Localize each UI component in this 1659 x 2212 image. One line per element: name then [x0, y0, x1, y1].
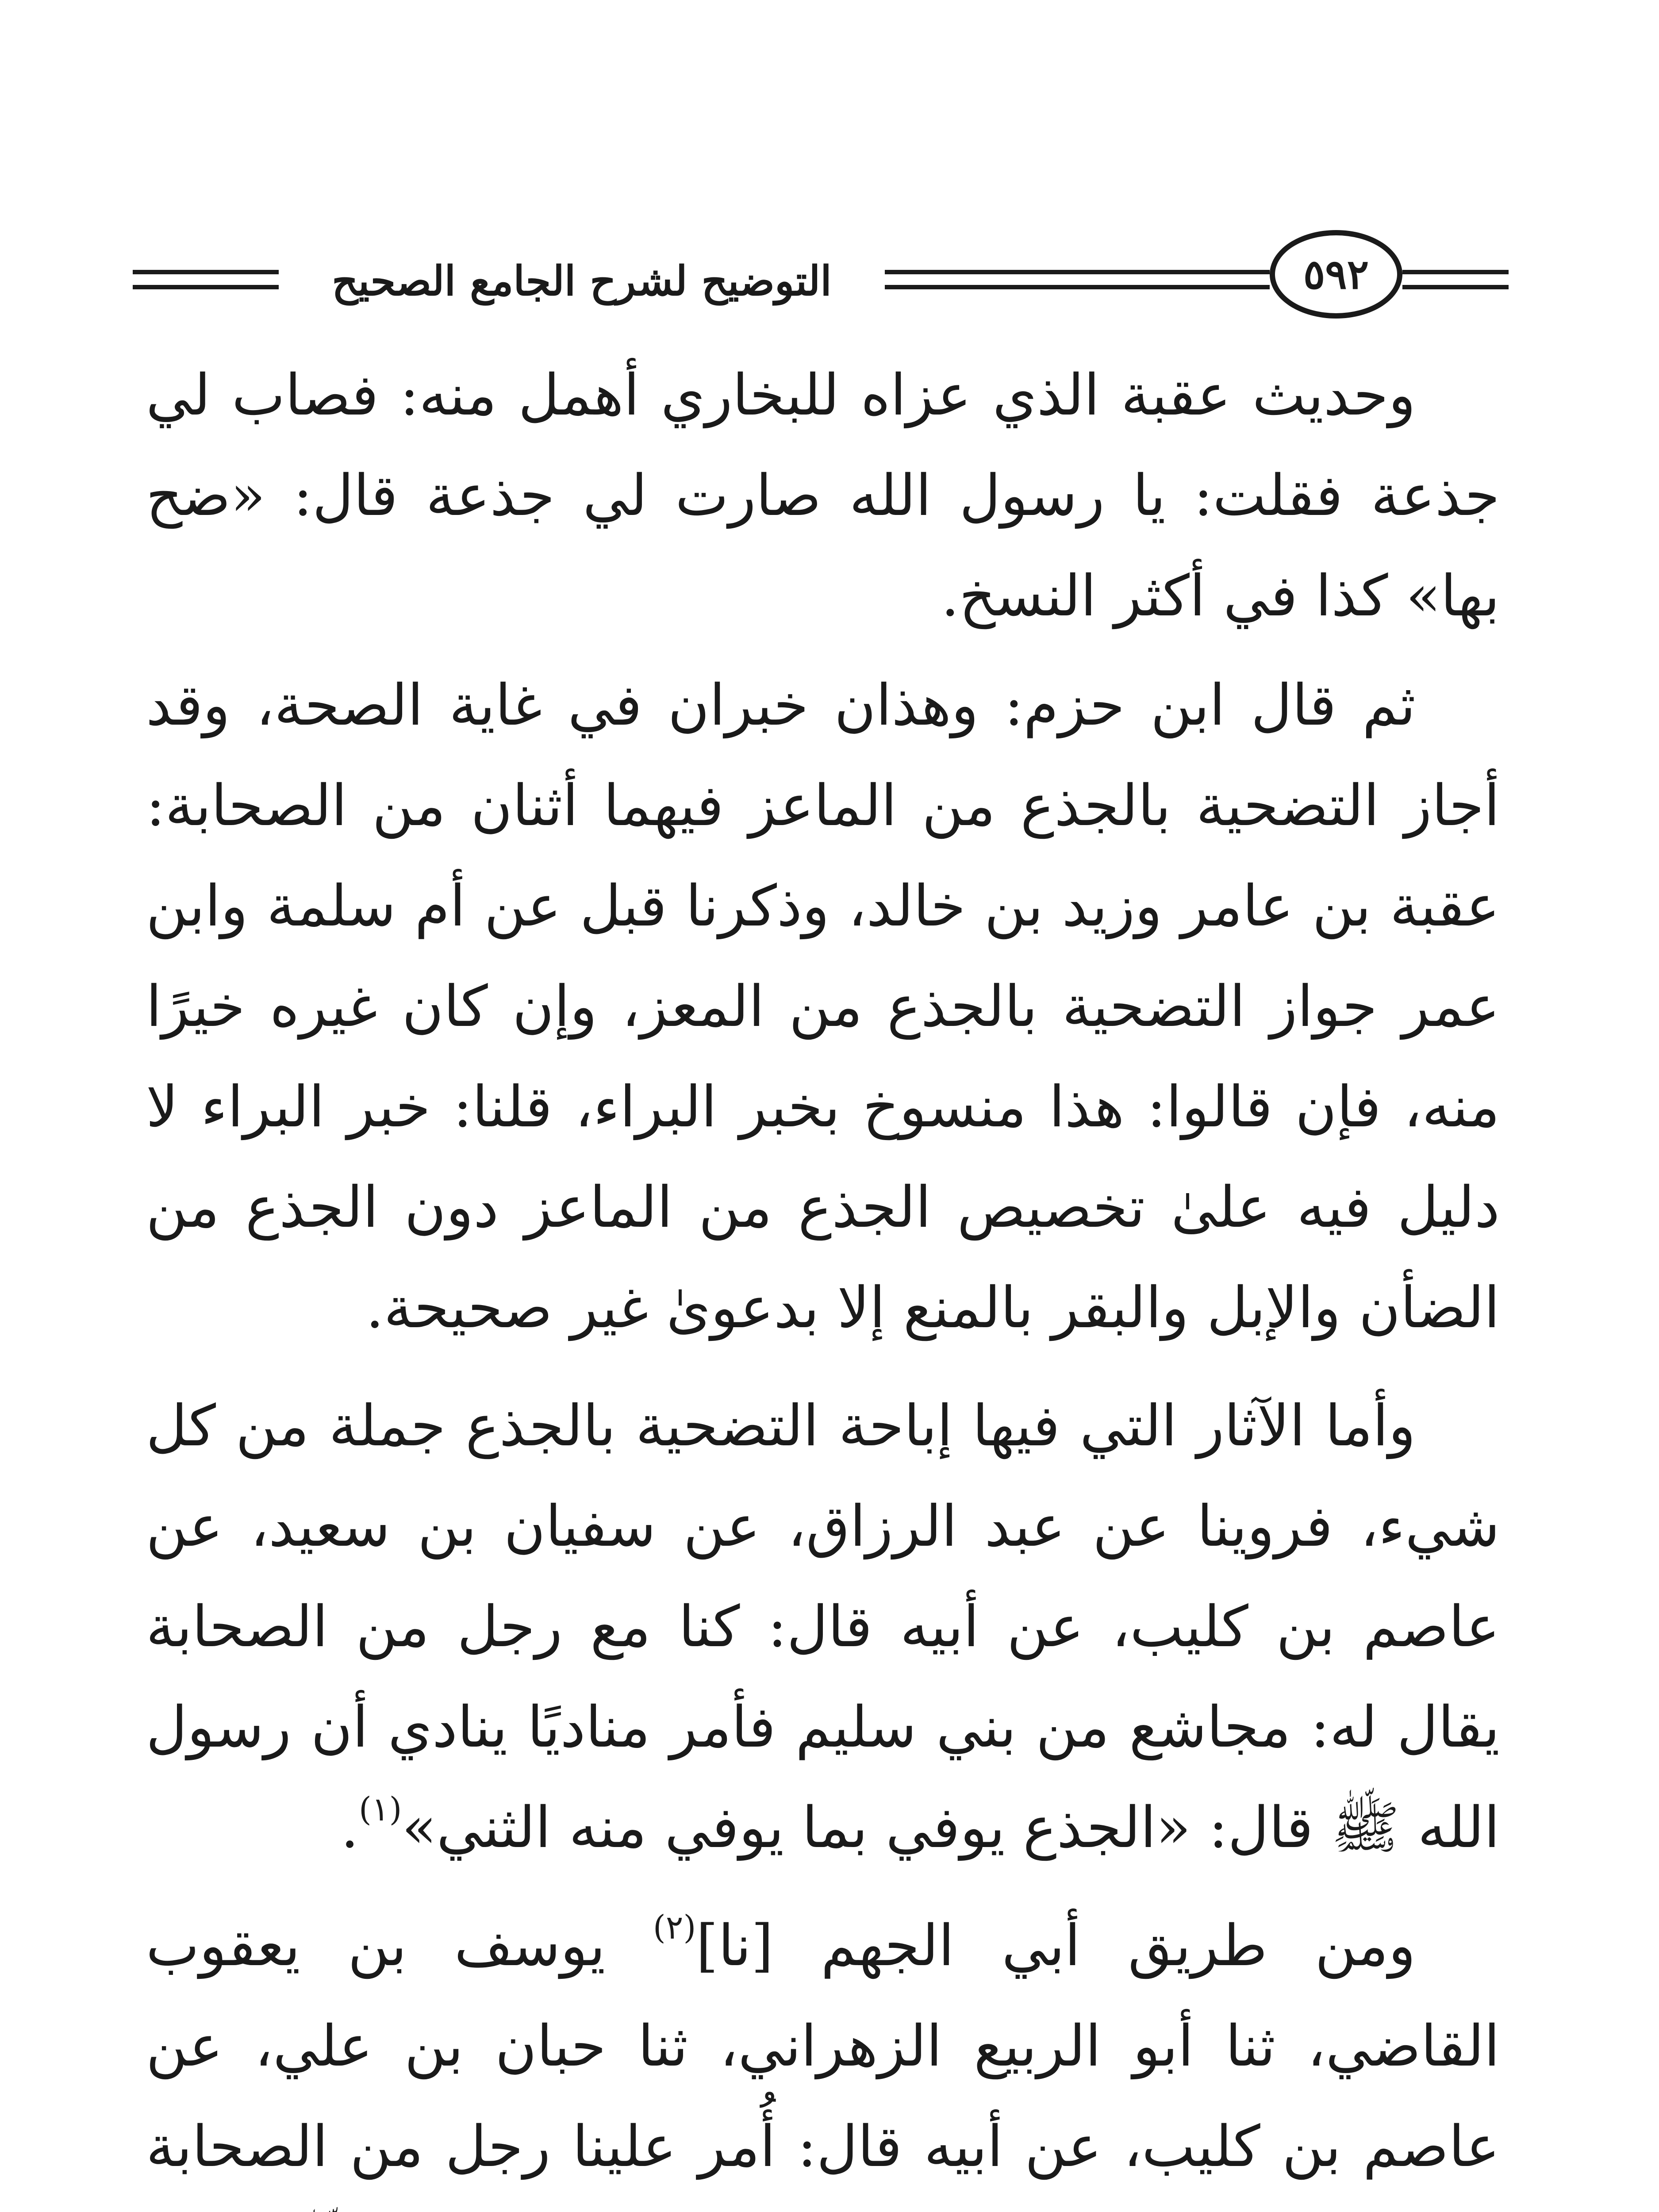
header-rule-left [133, 285, 279, 289]
page-number: ٥٩٢ [1270, 230, 1402, 319]
punctuation: . [341, 1795, 359, 1861]
header-rule-right [1402, 270, 1509, 274]
paragraph [146, 1896, 1500, 2212]
footnote-ref: (٢) [653, 1909, 696, 1947]
paragraph: ثم قال ابن حزم: وهذان خبران في غاية الصحة، وقد أجاز التضحية بالجذع من الماعز فيهما أثنان من الصحابة: عقبة بن عامر وزيد بن خالد، وذكرنا قبل عن أم سلمة وابن عمر جواز التضحية بالجذع من المعز، وإن كان غيره خيرًا منه، فإن قالوا: هذا منسوخ بخبر البراء، قلنا: خبر البراء لا دليل فيه علىٰ تخصيص الجذع من الماعز دون الجذع من الضأن والإبل والبقر بالمنع إلا بدعوىٰ غير صحيحة. [146, 672, 1500, 1341]
header-title: التوضيح لشرح الجامع الصحيح [332, 257, 832, 305]
running-header [133, 230, 1509, 327]
header-rule-right [1402, 285, 1509, 289]
paragraph-text: ومن طريق أبي الجهم [نا] [696, 1913, 1416, 1979]
paragraph [146, 1376, 1500, 1878]
paragraph-text: يوسف بن يعقوب القاضي، ثنا أبو الربيع الزهراني، ثنا حبان بن علي، عن عاصم بن كليب، عن أبيه قال: أُمر علينا رجل من الصحابة [146, 1913, 1500, 2180]
paragraph: وحديث عقبة الذي عزاه للبخاري أهمل منه: فصاب لي جذعة فقلت: يا رسول الله صارت لي جذعة قال: «ضح بها» كذا في أكثر النسخ. [146, 362, 1500, 629]
paragraph-text: وأما الآثار التي فيها إباحة التضحية بالجذع جملة من كل شيء، فروينا عن عبد الرزاق، عن سفيان بن سعيد، عن عاصم بن كليب، عن أبيه قال: كنا مع رجل من الصحابة يقال له: مجاشع من بني سليم فأمر مناديًا ينادي أن رسول الله ﷺ قال: «الجذع يوفي بما يوفي منه الثني» [146, 1393, 1500, 1861]
main-text [146, 345, 1500, 2212]
header-rule-left [133, 270, 279, 274]
header-rule-middle [885, 285, 1270, 289]
footnote-ref: (١) [358, 1790, 402, 1828]
header-rule-middle [885, 270, 1270, 274]
